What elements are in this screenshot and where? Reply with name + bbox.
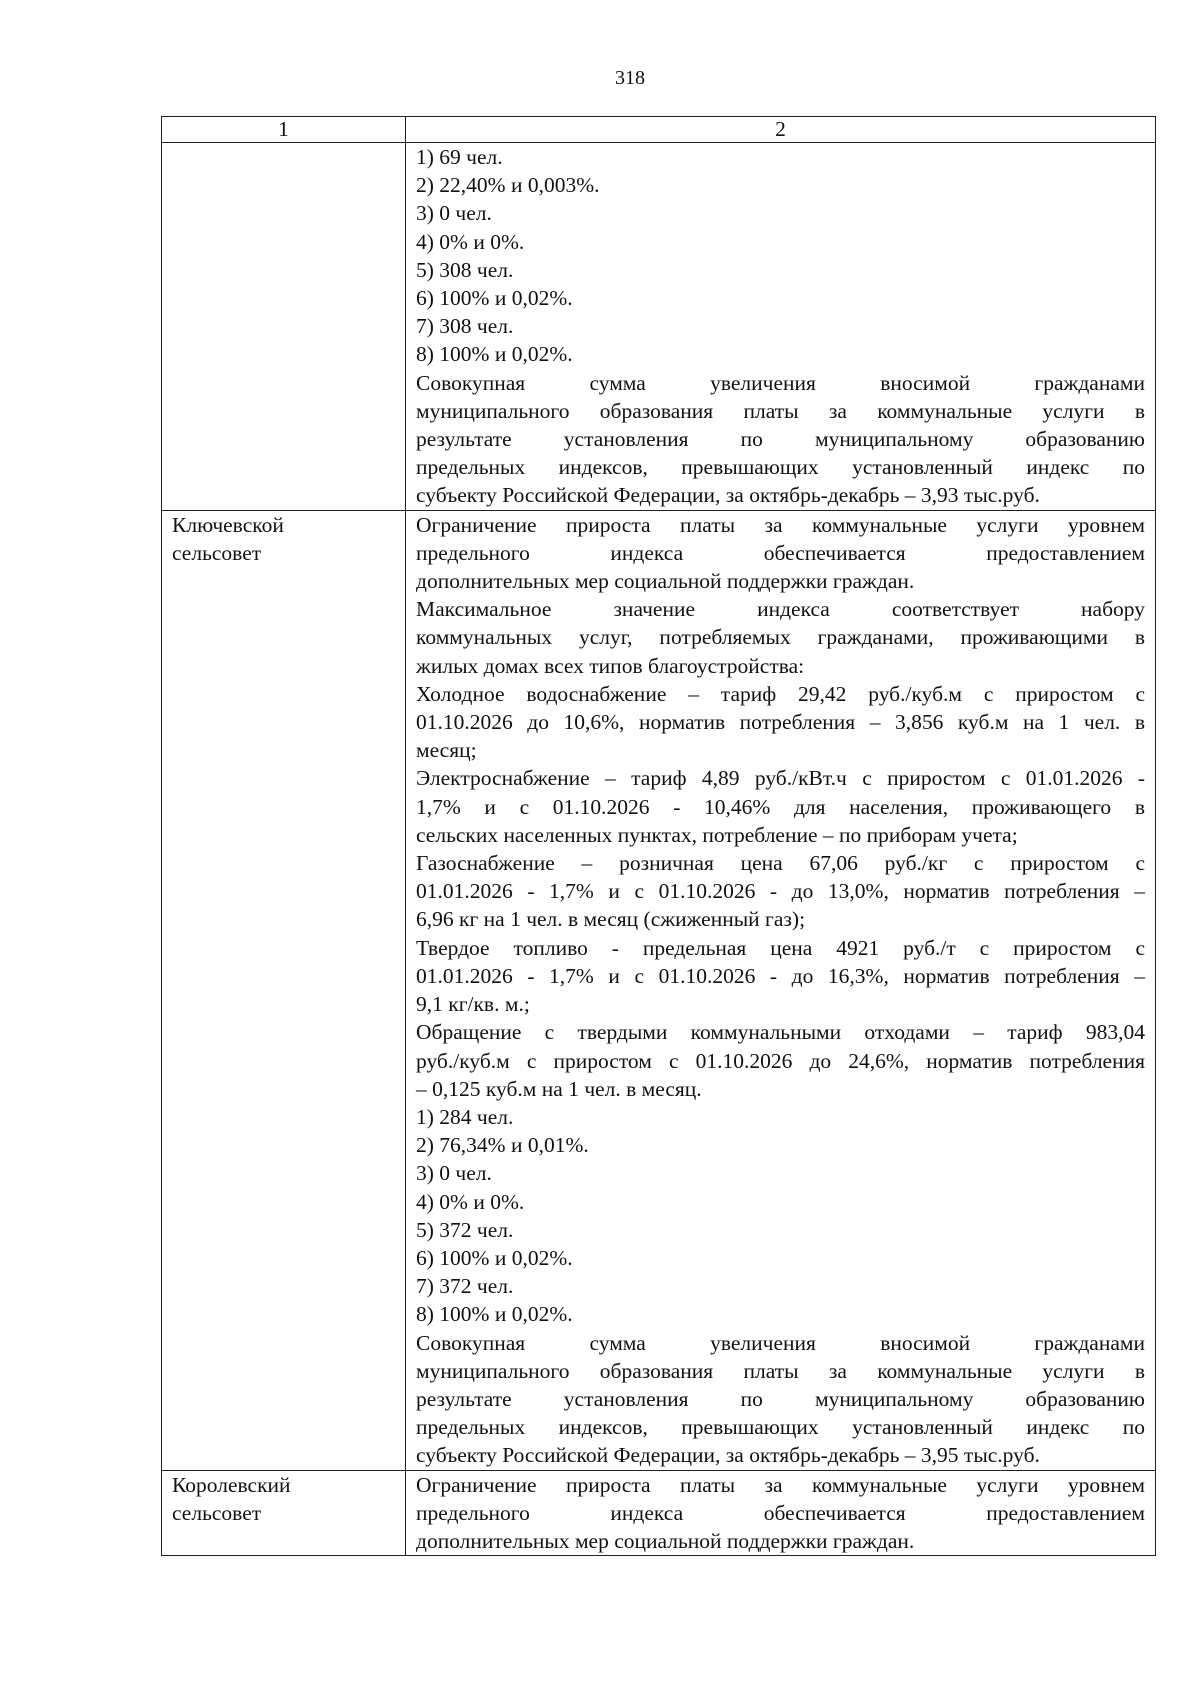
page-number: 318 — [615, 67, 645, 89]
summary-line: субъекту Российской Федерации, за октябрь-декабрь – 3,93 тыс.руб. — [416, 483, 1040, 508]
paragraph-line: дополнительных мер социальной поддержки граждан. — [416, 569, 915, 594]
indicator-item: 7) 372 чел. — [416, 1274, 514, 1299]
paragraph-line: дополнительных мер социальной поддержки граждан. — [416, 1528, 915, 1553]
indicator-item: 3) 0 чел. — [416, 1161, 492, 1186]
table-row — [162, 1470, 1156, 1556]
indicator-item: 5) 372 чел. — [416, 1217, 514, 1242]
indicator-item: 6) 100% и 0,02%. — [416, 1245, 573, 1270]
table-row — [162, 510, 1156, 1470]
paragraph-line: коммунальных услуг, потребляемых гражданами, проживающими в — [416, 625, 1145, 650]
table-header-row — [162, 117, 1156, 143]
paragraph-line: предельного индекса обеспечивается предоставлением — [416, 1500, 1145, 1525]
municipality-name-cell — [162, 1470, 406, 1556]
summary-line: субъекту Российской Федерации, за октябрь-декабрь – 3,95 тыс.руб. — [416, 1443, 1040, 1468]
municipality-name-cell — [162, 143, 406, 511]
column-header-2: 2 — [406, 117, 1156, 143]
summary-line: Совокупная сумма увеличения вносимой гражданами — [416, 370, 1145, 395]
column-header-1: 1 — [162, 117, 406, 143]
indicator-item: 2) 22,40% и 0,003%. — [416, 173, 600, 198]
paragraph-line: сельских населенных пунктах, потребление – по приборам учета; — [416, 822, 1018, 847]
paragraph-line: руб./куб.м с приростом с 01.10.2026 до 24,6%, норматив потребления — [416, 1048, 1145, 1073]
paragraph-line: 01.01.2026 - 1,7% и с 01.10.2026 - до 13,0%, норматив потребления – — [416, 879, 1145, 904]
paragraph-line: 01.10.2026 до 10,6%, норматив потребления – 3,856 куб.м на 1 чел. в — [416, 710, 1145, 735]
paragraph-line: 01.01.2026 - 1,7% и с 01.10.2026 - до 16,3%, норматив потребления – — [416, 963, 1145, 988]
municipality-name-cell — [162, 510, 406, 1470]
paragraph-line: 6,96 кг на 1 чел. в месяц (сжиженный газ); — [416, 907, 806, 932]
paragraph-line: Обращение с твердыми коммунальными отходами – тариф 983,04 — [416, 1020, 1145, 1045]
summary-line: результате установления по муниципальному образованию — [416, 1386, 1145, 1411]
measures-cell — [406, 143, 1156, 511]
measures-cell — [406, 1470, 1156, 1556]
indicator-item: 4) 0% и 0%. — [416, 229, 525, 254]
paragraph-line: 1,7% и с 01.10.2026 - 10,46% для населения, проживающего в — [416, 794, 1145, 819]
municipality-name-line: Королевский — [172, 1472, 291, 1497]
indicator-item: 8) 100% и 0,02%. — [416, 1302, 573, 1327]
indicator-item: 1) 284 чел. — [416, 1104, 514, 1129]
indicator-item: 8) 100% и 0,02%. — [416, 342, 573, 367]
paragraph-line: Газоснабжение – розничная цена 67,06 руб./кг с приростом с — [416, 851, 1145, 876]
summary-line: предельных индексов, превышающих установленный индекс по — [416, 455, 1145, 480]
paragraph-line: Твердое топливо - предельная цена 4921 руб./т с приростом с — [416, 935, 1145, 960]
paragraph-line: месяц; — [416, 738, 477, 763]
paragraph-line: 9,1 кг/кв. м.; — [416, 992, 530, 1017]
paragraph-line: жилых домах всех типов благоустройства: — [416, 653, 805, 678]
municipality-name-line: сельсовет — [172, 540, 262, 565]
paragraph-line: Ограничение прироста платы за коммунальные услуги уровнем — [416, 512, 1145, 537]
indicator-item: 2) 76,34% и 0,01%. — [416, 1133, 589, 1158]
indicator-item: 3) 0 чел. — [416, 201, 492, 226]
summary-line: Совокупная сумма увеличения вносимой гражданами — [416, 1330, 1145, 1355]
indicator-item: 1) 69 чел. — [416, 145, 503, 169]
table-row — [162, 143, 1156, 511]
summary-line: результате установления по муниципальному образованию — [416, 427, 1145, 452]
paragraph-line: – 0,125 куб.м на 1 чел. в месяц. — [416, 1076, 702, 1101]
indicator-item: 7) 308 чел. — [416, 314, 514, 339]
indicator-item: 5) 308 чел. — [416, 257, 514, 282]
indicator-item: 4) 0% и 0%. — [416, 1189, 525, 1214]
paragraph-line: Ограничение прироста платы за коммунальные услуги уровнем — [416, 1472, 1145, 1497]
municipality-name-line: Ключевской — [172, 512, 284, 537]
paragraph-line: предельного индекса обеспечивается предоставлением — [416, 540, 1145, 565]
summary-line: предельных индексов, превышающих установленный индекс по — [416, 1415, 1145, 1440]
measures-cell — [406, 510, 1156, 1470]
summary-line: муниципального образования платы за коммунальные услуги в — [416, 1358, 1145, 1383]
paragraph-line: Электроснабжение – тариф 4,89 руб./кВт.ч с приростом с 01.01.2026 - — [416, 766, 1145, 791]
municipality-name-line: сельсовет — [172, 1500, 262, 1525]
paragraph-line: Холодное водоснабжение – тариф 29,42 руб./куб.м с приростом с — [416, 681, 1145, 706]
indicator-item: 6) 100% и 0,02%. — [416, 286, 573, 311]
municipality-table — [161, 116, 1156, 1556]
summary-line: муниципального образования платы за коммунальные услуги в — [416, 398, 1145, 423]
paragraph-line: Максимальное значение индекса соответствует набору — [416, 597, 1145, 622]
